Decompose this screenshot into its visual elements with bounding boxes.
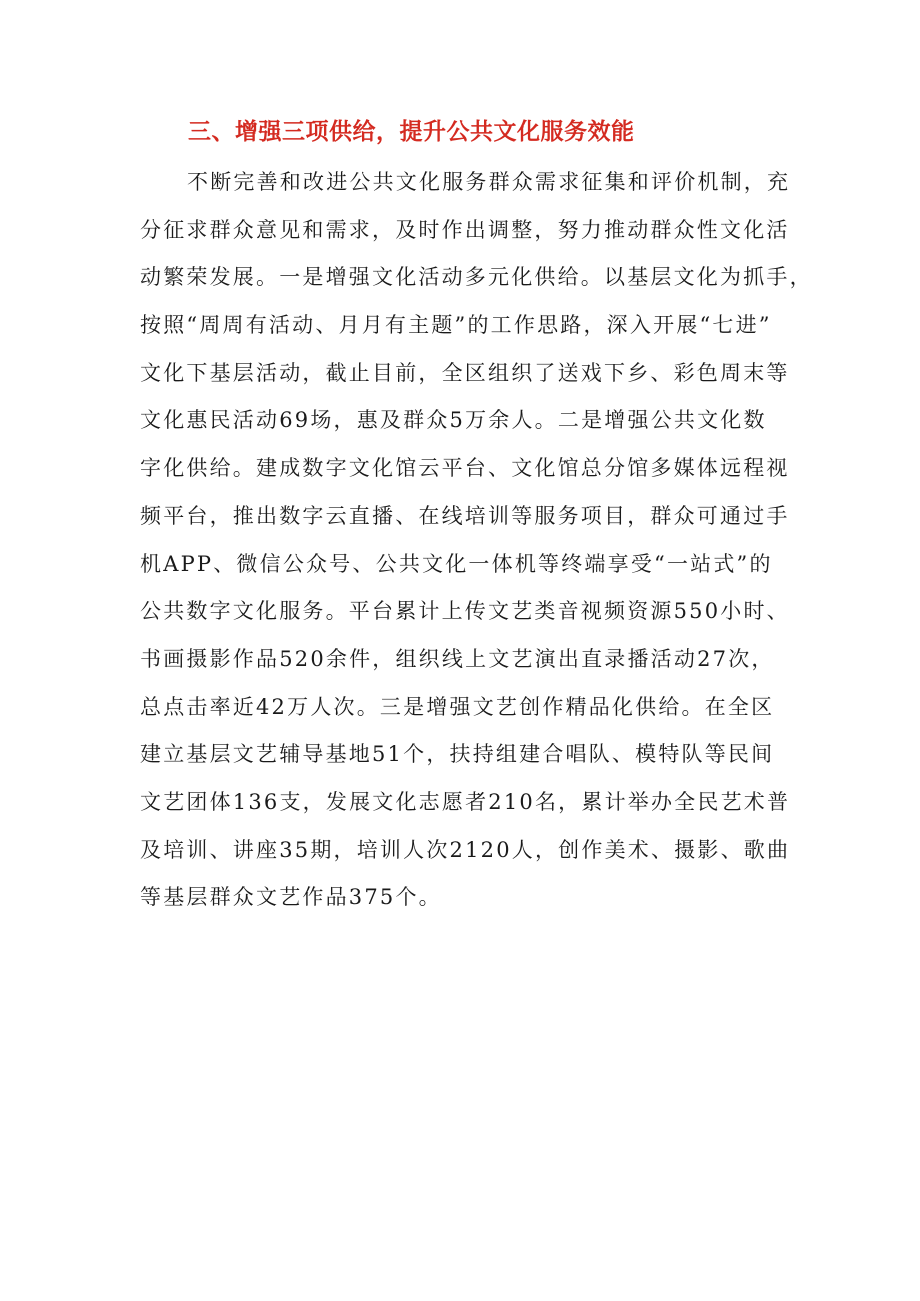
paragraph-line: 总点击率近42万人次。三是增强文艺创作精品化供给。在全区 — [140, 694, 775, 719]
paragraph-line: 书画摄影作品520余件，组织线上文艺演出直录播活动27次， — [140, 646, 775, 671]
paragraph-line: 频平台，推出数字云直播、在线培训等服务项目，群众可通过手 — [140, 503, 790, 528]
paragraph-line: 动繁荣发展。一是增强文化活动多元化供给。以基层文化为抓手， — [140, 265, 813, 290]
body-paragraph — [140, 159, 813, 922]
paragraph-line: 字化供给。建成数字文化馆云平台、文化馆总分馆多媒体远程视 — [140, 456, 790, 481]
paragraph-line: 文化下基层活动，截止目前，全区组织了送戏下乡、彩色周末等 — [140, 360, 790, 385]
paragraph-line: 公共数字文化服务。平台累计上传文艺类音视频资源550小时、 — [140, 599, 790, 624]
paragraph-line: 建立基层文艺辅导基地51个，扶持组建合唱队、模特队等民间 — [140, 742, 775, 767]
paragraph-line: 按照“周周有活动、月月有主题”的工作思路，深入开展“七进” — [140, 313, 772, 338]
paragraph-line: 分征求群众意见和需求，及时作出调整，努力推动群众性文化活 — [140, 217, 790, 242]
paragraph-line: 文化惠民活动69场，惠及群众5万余人。二是增强公共文化数 — [140, 408, 767, 433]
paragraph-line: 等基层群众文艺作品375个。 — [140, 885, 442, 910]
paragraph-line: 文艺团体136支，发展文化志愿者210名，累计举办全民艺术普 — [140, 789, 791, 814]
section-heading: 三、增强三项供给，提升公共文化服务效能 — [188, 119, 635, 145]
paragraph-line: 机APP、微信公众号、公共文化一体机等终端享受“一站式”的 — [140, 551, 773, 576]
paragraph-line: 及培训、讲座35期，培训人次2120人，创作美术、摄影、歌曲 — [140, 837, 791, 862]
paragraph-line: 不断完善和改进公共文化服务群众需求征集和评价机制，充 — [187, 170, 791, 194]
